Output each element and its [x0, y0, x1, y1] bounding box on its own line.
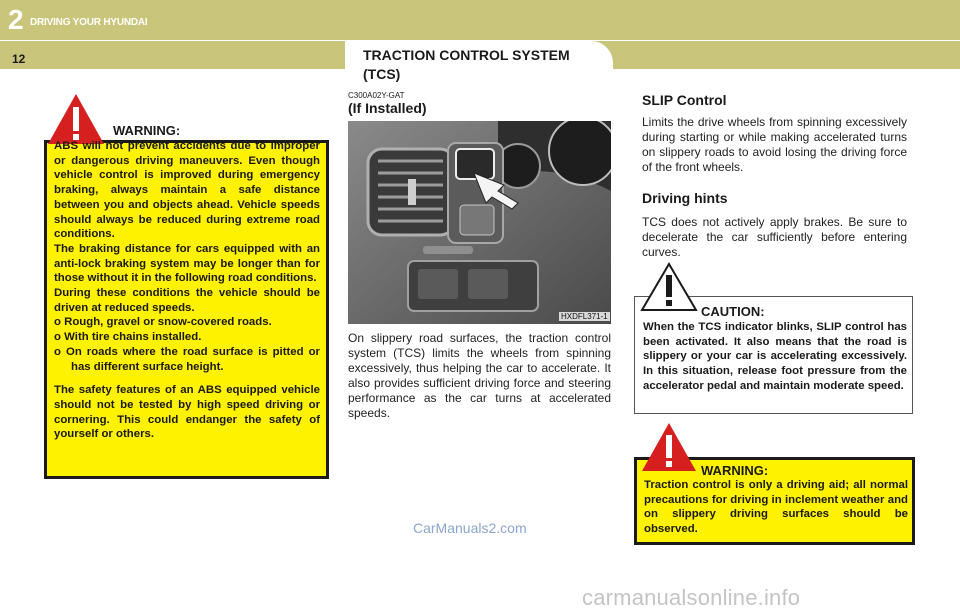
- abs-warning-closing: The safety features of an ABS equipped vehicle should not be tested by high speed driving or cornering. This could endanger the safety of yourself or others.: [54, 384, 320, 441]
- abs-warning-para2: The braking distance for cars equipped with an anti-lock braking system may be longer than for those without it in the following road conditions.: [54, 242, 320, 285]
- exclamation-icon: [640, 421, 698, 473]
- list-item: o On roads where the road surface is pitted or has different surface height.: [54, 345, 320, 373]
- slip-control-heading: SLIP Control: [642, 92, 727, 108]
- list-item: o Rough, gravel or snow-covered roads.: [54, 316, 272, 329]
- dashboard-illustration: [348, 121, 611, 324]
- exclamation-icon: [640, 262, 698, 312]
- list-item: o With tire chains installed.: [54, 331, 202, 344]
- tcs-switch-photo: [348, 121, 611, 324]
- if-installed-heading: (If Installed): [348, 100, 427, 116]
- driving-hints-heading: Driving hints: [642, 190, 728, 206]
- abs-warning-para3: During these conditions the vehicle should be driven at reduced speeds.: [54, 287, 320, 314]
- abs-warning-intro: ABS will not prevent accidents due to improper or dangerous driving maneuvers. Even though vehicle control is improved during emergency braking, always maintain a safe distance between you and objects ahead. Vehicle speeds should always be reduced during extreme road conditions.: [54, 140, 320, 241]
- footer-watermark: carmanualsonline.info: [582, 585, 801, 610]
- page-number: 12: [12, 52, 26, 66]
- watermark-link[interactable]: CarManuals2.com: [413, 520, 527, 536]
- slip-control-text: Limits the drive wheels from spinning excessively during starting or while making accelerated turns on slippery roads to avoid losing the driving force of the front wheels.: [642, 115, 907, 174]
- section-title: TRACTION CONTROL SYSTEM (TCS): [363, 47, 570, 82]
- abs-warning-heading: WARNING:: [113, 123, 181, 138]
- chapter-number: 2: [8, 4, 24, 35]
- traction-warning-text: Traction control is only a driving aid; all normal precautions for driving in inclement weather and on slippery driving surfaces should be observed.: [644, 479, 908, 536]
- abs-warning-text: [54, 139, 320, 442]
- caution-heading: CAUTION:: [701, 304, 765, 319]
- section-code: C300A02Y-GAT: [348, 91, 405, 100]
- traction-warning-heading: WARNING:: [701, 463, 769, 478]
- chapter-title: DRIVING YOUR HYUNDAI: [30, 17, 148, 28]
- tcs-description: On slippery road surfaces, the traction control system (TCS) limits the wheels from spinning excessively, thus helping the car to accelerate. It also provides sufficient driving force and steering performance as the car turns at accelerated speeds.: [348, 331, 611, 420]
- driving-hints-text: TCS does not actively apply brakes. Be sure to decelerate the car sufficiently before entering curves.: [642, 215, 907, 259]
- photo-caption: HXDFL371-1: [561, 312, 608, 321]
- caution-text: When the TCS indicator blinks, SLIP control has been activated. It also means that the road is slippery or your car is accelerating excessively. In this situation, release foot pressure from the accelerator pedal and maintain moderate speed.: [643, 321, 907, 392]
- exclamation-icon: [46, 92, 106, 146]
